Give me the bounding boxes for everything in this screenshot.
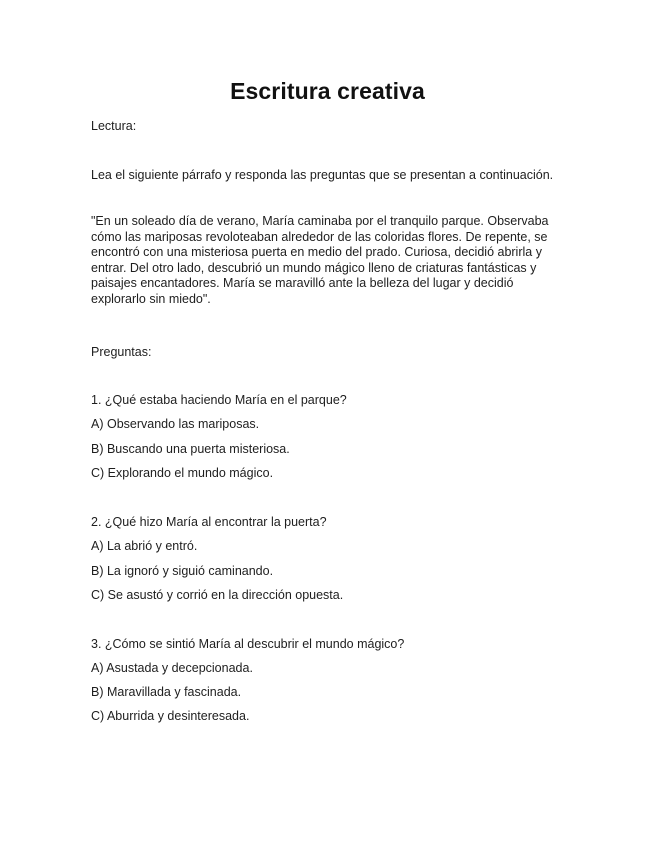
questions-section-label: Preguntas: xyxy=(91,345,152,359)
question-1-option-b: B) Buscando una puerta misteriosa. xyxy=(91,442,290,456)
reading-passage: "En un soleado día de verano, María caminaba por el tranquilo parque. Observaba cómo las mariposas revoloteaban alrededor de las coloridas flores. De repente, se encontró con una misteriosa puerta en medio del prado. Curiosa, decidió abrirla y entrar. Del otro lado, descubrió un mundo mágico lleno de criaturas fantásticas y paisajes encantadores. María se maravilló ante la belleza del lugar y decidió explorarlo sin miedo". xyxy=(91,214,549,306)
question-1: 1. ¿Qué estaba haciendo María en el parque? xyxy=(91,393,347,407)
reading-section-label: Lectura: xyxy=(91,119,137,133)
question-3-option-c: C) Aburrida y desinteresada. xyxy=(91,709,250,723)
question-3: 3. ¿Cómo se sintió María al descubrir el mundo mágico? xyxy=(91,637,405,651)
question-2-option-b: B) La ignoró y siguió caminando. xyxy=(91,564,274,578)
instruction-text: Lea el siguiente párrafo y responda las preguntas que se presentan a continuación. xyxy=(91,168,554,182)
question-3-option-b: B) Maravillada y fascinada. xyxy=(91,685,242,699)
question-1-option-c: C) Explorando el mundo mágico. xyxy=(91,466,274,480)
question-1-option-a: A) Observando las mariposas. xyxy=(91,417,260,431)
question-2: 2. ¿Qué hizo María al encontrar la puerta? xyxy=(91,515,327,529)
document-title: Escritura creativa xyxy=(230,78,425,104)
question-2-option-a: A) La abrió y entró. xyxy=(91,539,198,553)
question-3-option-a: A) Asustada y decepcionada. xyxy=(91,661,253,675)
question-2-option-c: C) Se asustó y corrió en la dirección opuesta. xyxy=(91,588,344,602)
